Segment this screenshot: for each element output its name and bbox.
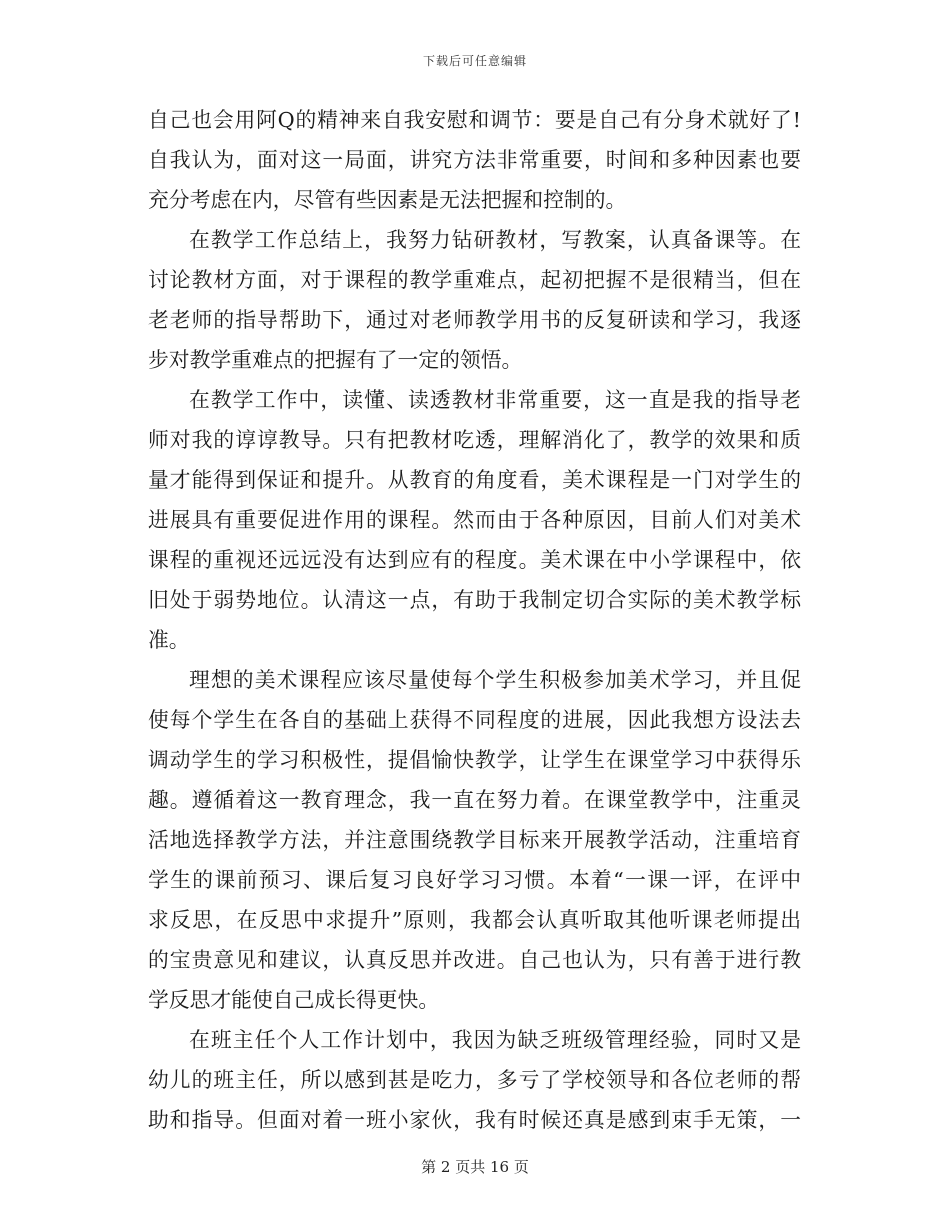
text-line: 调动学生的学习积极性，提倡愉快教学，让学生在课堂学习中获得乐 xyxy=(148,748,801,772)
text-line: 准。 xyxy=(148,628,190,652)
text-line: 学反思才能使自己成长得更快。 xyxy=(148,988,440,1012)
text-line: 在教学工作总结上，我努力钻研教材，写教案，认真备课等。在 xyxy=(189,228,801,252)
text-line: 在班主任个人工作计划中，我因为缺乏班级管理经验，同时又是 xyxy=(189,1028,801,1052)
text-line: 师对我的谆谆教导。只有把教材吃透，理解消化了，教学的效果和质 xyxy=(148,428,801,452)
paragraph xyxy=(148,1020,801,1140)
text-line: 学生的课前预习、课后复习良好学习习惯。本着“一课一评，在评中 xyxy=(148,868,801,892)
page-number-footer: 第 2 页共 16 页 xyxy=(421,1158,529,1176)
text-line: 课程的重视还远远没有达到应有的程度。美术课在中小学课程中，依 xyxy=(148,548,801,572)
page-header: 下载后可任意编辑 xyxy=(422,54,527,68)
document-body xyxy=(148,100,801,1140)
text-line: 自我认为，面对这一局面，讲究方法非常重要，时间和多种因素也要 xyxy=(148,148,801,172)
text-line: 的宝贵意见和建议，认真反思并改进。自己也认为，只有善于进行教 xyxy=(148,948,801,972)
text-line: 旧处于弱势地位。认清这一点，有助于我制定切合实际的美术教学标 xyxy=(148,588,801,612)
text-line: 自己也会用阿Q的精神来自我安慰和调节：要是自己有分身术就好了! xyxy=(148,108,801,132)
text-line: 充分考虑在内，尽管有些因素是无法把握和控制的。 xyxy=(148,188,627,212)
text-line: 老老师的指导帮助下，通过对老师教学用书的反复研读和学习，我逐 xyxy=(148,308,801,332)
text-line: 步对教学重难点的把握有了一定的领悟。 xyxy=(148,348,523,372)
text-line: 理想的美术课程应该尽量使每个学生积极参加美术学习，并且促 xyxy=(189,668,801,692)
text-line: 讨论教材方面，对于课程的教学重难点，起初把握不是很精当，但在 xyxy=(148,268,801,292)
text-line: 求反思，在反思中求提升”原则，我都会认真听取其他听课老师提出 xyxy=(148,908,801,932)
text-line: 在教学工作中，读懂、读透教材非常重要，这一直是我的指导老 xyxy=(189,388,801,412)
text-line: 使每个学生在各自的基础上获得不同程度的进展，因此我想方设法去 xyxy=(148,708,801,732)
text-line: 进展具有重要促进作用的课程。然而由于各种原因，目前人们对美术 xyxy=(148,508,801,532)
text-line: 趣。遵循着这一教育理念，我一直在努力着。在课堂教学中，注重灵 xyxy=(148,788,801,812)
paragraph xyxy=(148,100,801,220)
text-line: 量才能得到保证和提升。从教育的角度看，美术课程是一门对学生的 xyxy=(148,468,801,492)
text-line: 幼儿的班主任，所以感到甚是吃力，多亏了学校领导和各位老师的帮 xyxy=(148,1068,801,1092)
paragraph xyxy=(148,380,801,660)
paragraph xyxy=(148,660,801,1020)
paragraph xyxy=(148,220,801,380)
text-line: 活地选择教学方法，并注意围绕教学目标来开展教学活动，注重培育 xyxy=(148,828,801,852)
text-line: 助和指导。但面对着一班小家伙，我有时候还真是感到束手无策，一 xyxy=(148,1108,801,1132)
